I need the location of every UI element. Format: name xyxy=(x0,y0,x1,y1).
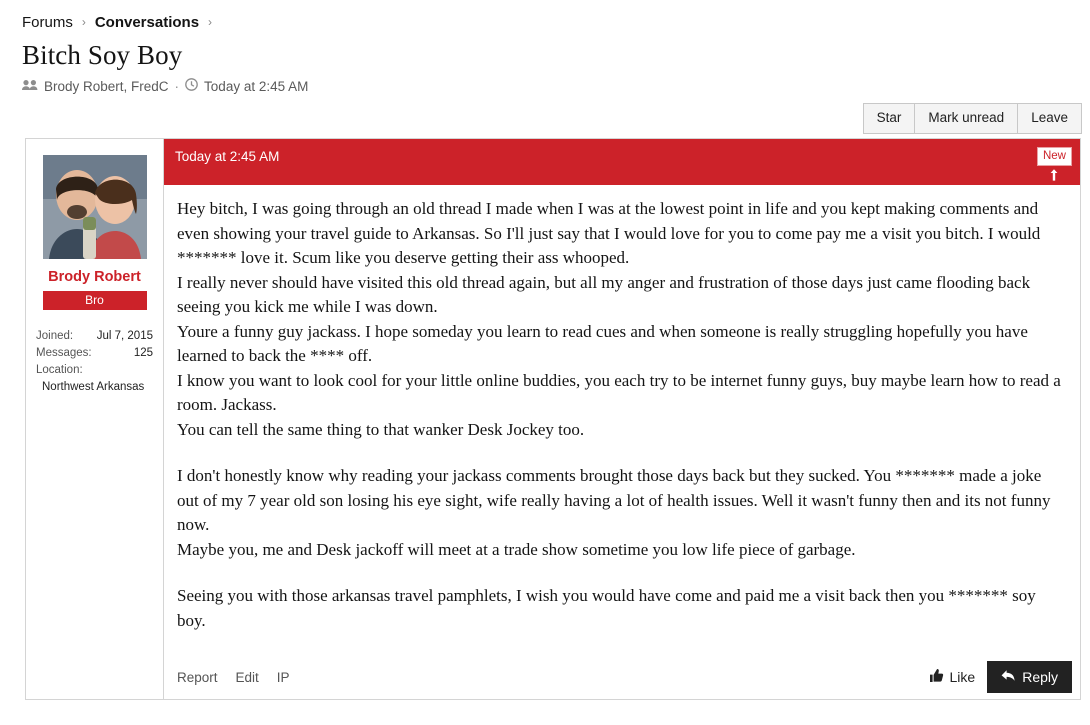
user-stat-messages-label: Messages: xyxy=(36,347,92,359)
breadcrumb-separator-icon: › xyxy=(81,15,86,29)
edit-link[interactable]: Edit xyxy=(235,669,259,685)
like-button[interactable] xyxy=(927,664,978,690)
post-user-box xyxy=(26,139,164,699)
post-paragraph: Youre a funny guy jackass. I hope someday you learn to read cues and when someone is really struggling hopefully you have learned to back the **** off. xyxy=(177,321,1028,365)
user-title-badge: Bro xyxy=(43,291,147,310)
avatar[interactable] xyxy=(43,155,147,259)
like-label: Like xyxy=(949,669,976,685)
post-paragraph: You can tell the same thing to that wanker Desk Jockey too. xyxy=(177,419,585,439)
people-icon xyxy=(22,79,38,94)
user-stat-joined-label: Joined: xyxy=(36,330,74,342)
post-author-link[interactable]: Brody Robert xyxy=(48,269,141,285)
post-paragraph: Hey bitch, I was going through an old thread I made when I was at the lowest point in life and you kept making comments and even showing your travel guide to Arkansas. So I'll just say that I would love for you to come pay me a visit you bitch. I would ******* love it. Scum like you deserve getting their ass whooped. xyxy=(177,199,1041,267)
post-container xyxy=(25,138,1081,700)
leave-button[interactable]: Leave xyxy=(1017,103,1082,134)
report-link[interactable]: Report xyxy=(177,669,218,685)
reply-arrow-icon xyxy=(1001,669,1015,685)
post-header-right xyxy=(1037,147,1072,184)
breadcrumb-item-forums[interactable]: Forums xyxy=(22,13,73,31)
user-stats xyxy=(36,328,153,396)
star-button[interactable]: Star xyxy=(863,103,916,134)
user-stat-location xyxy=(36,362,153,396)
post-paragraph: I don't honestly know why reading your jackass comments brought those days back but they sucked. You ******* made a joke out of my 7 year old son losing his eye sight, wife really having a lot of health issues. Well it wasn't funny then and its not funny now. xyxy=(177,466,1051,534)
post-paragraph: Seeing you with those arkansas travel pamphlets, I wish you would have come and paid me a visit back then you ******* soy boy. xyxy=(177,586,1036,630)
post-footer-links xyxy=(177,670,290,685)
post-paragraph: I know you want to look cool for your little online buddies, you each try to be internet funny guys, buy maybe learn how to read a room. Jackass. xyxy=(177,370,1061,414)
post-header xyxy=(164,139,1080,185)
ip-link[interactable]: IP xyxy=(276,669,290,685)
meta-separator: · xyxy=(174,78,180,94)
thread-participants: Brody Robert, FredC xyxy=(44,78,169,94)
post-body xyxy=(164,185,1080,633)
user-stat-location-value: Northwest Arkansas xyxy=(42,381,145,393)
clock-icon xyxy=(185,78,198,94)
breadcrumb-item-conversations[interactable]: Conversations xyxy=(94,13,200,31)
thread-actions xyxy=(863,103,1082,134)
post-footer xyxy=(164,655,1080,699)
thread-time: Today at 2:45 AM xyxy=(204,78,309,94)
post-footer-actions xyxy=(927,661,1072,693)
new-badge: New xyxy=(1037,147,1072,166)
reply-label: Reply xyxy=(1022,669,1058,685)
user-stat-messages xyxy=(36,345,153,362)
user-stat-location-label: Location: xyxy=(36,364,83,376)
post-paragraph: I really never should have visited this old thread again, but all my anger and frustration of those days just came flooding back seeing you kick me while I was down. xyxy=(177,272,1031,316)
breadcrumb-separator-icon-2: › xyxy=(208,15,213,29)
post-message xyxy=(164,139,1080,699)
user-stat-joined xyxy=(36,328,153,345)
anchor-icon[interactable] xyxy=(1037,168,1072,184)
breadcrumb xyxy=(0,0,1090,34)
page-title: Bitch Soy Boy xyxy=(22,40,183,70)
thread-meta xyxy=(0,72,1090,94)
post-paragraph: Maybe you, me and Desk jackoff will meet at a trade show sometime you low life piece of garbage. xyxy=(177,539,856,559)
mark-unread-button[interactable]: Mark unread xyxy=(914,103,1018,134)
post-date[interactable]: Today at 2:45 AM xyxy=(175,149,280,164)
user-stat-messages-value: 125 xyxy=(133,347,153,359)
reply-button[interactable] xyxy=(987,661,1072,693)
thumbs-up-icon xyxy=(929,668,944,686)
user-stat-joined-value: Jul 7, 2015 xyxy=(96,330,153,342)
